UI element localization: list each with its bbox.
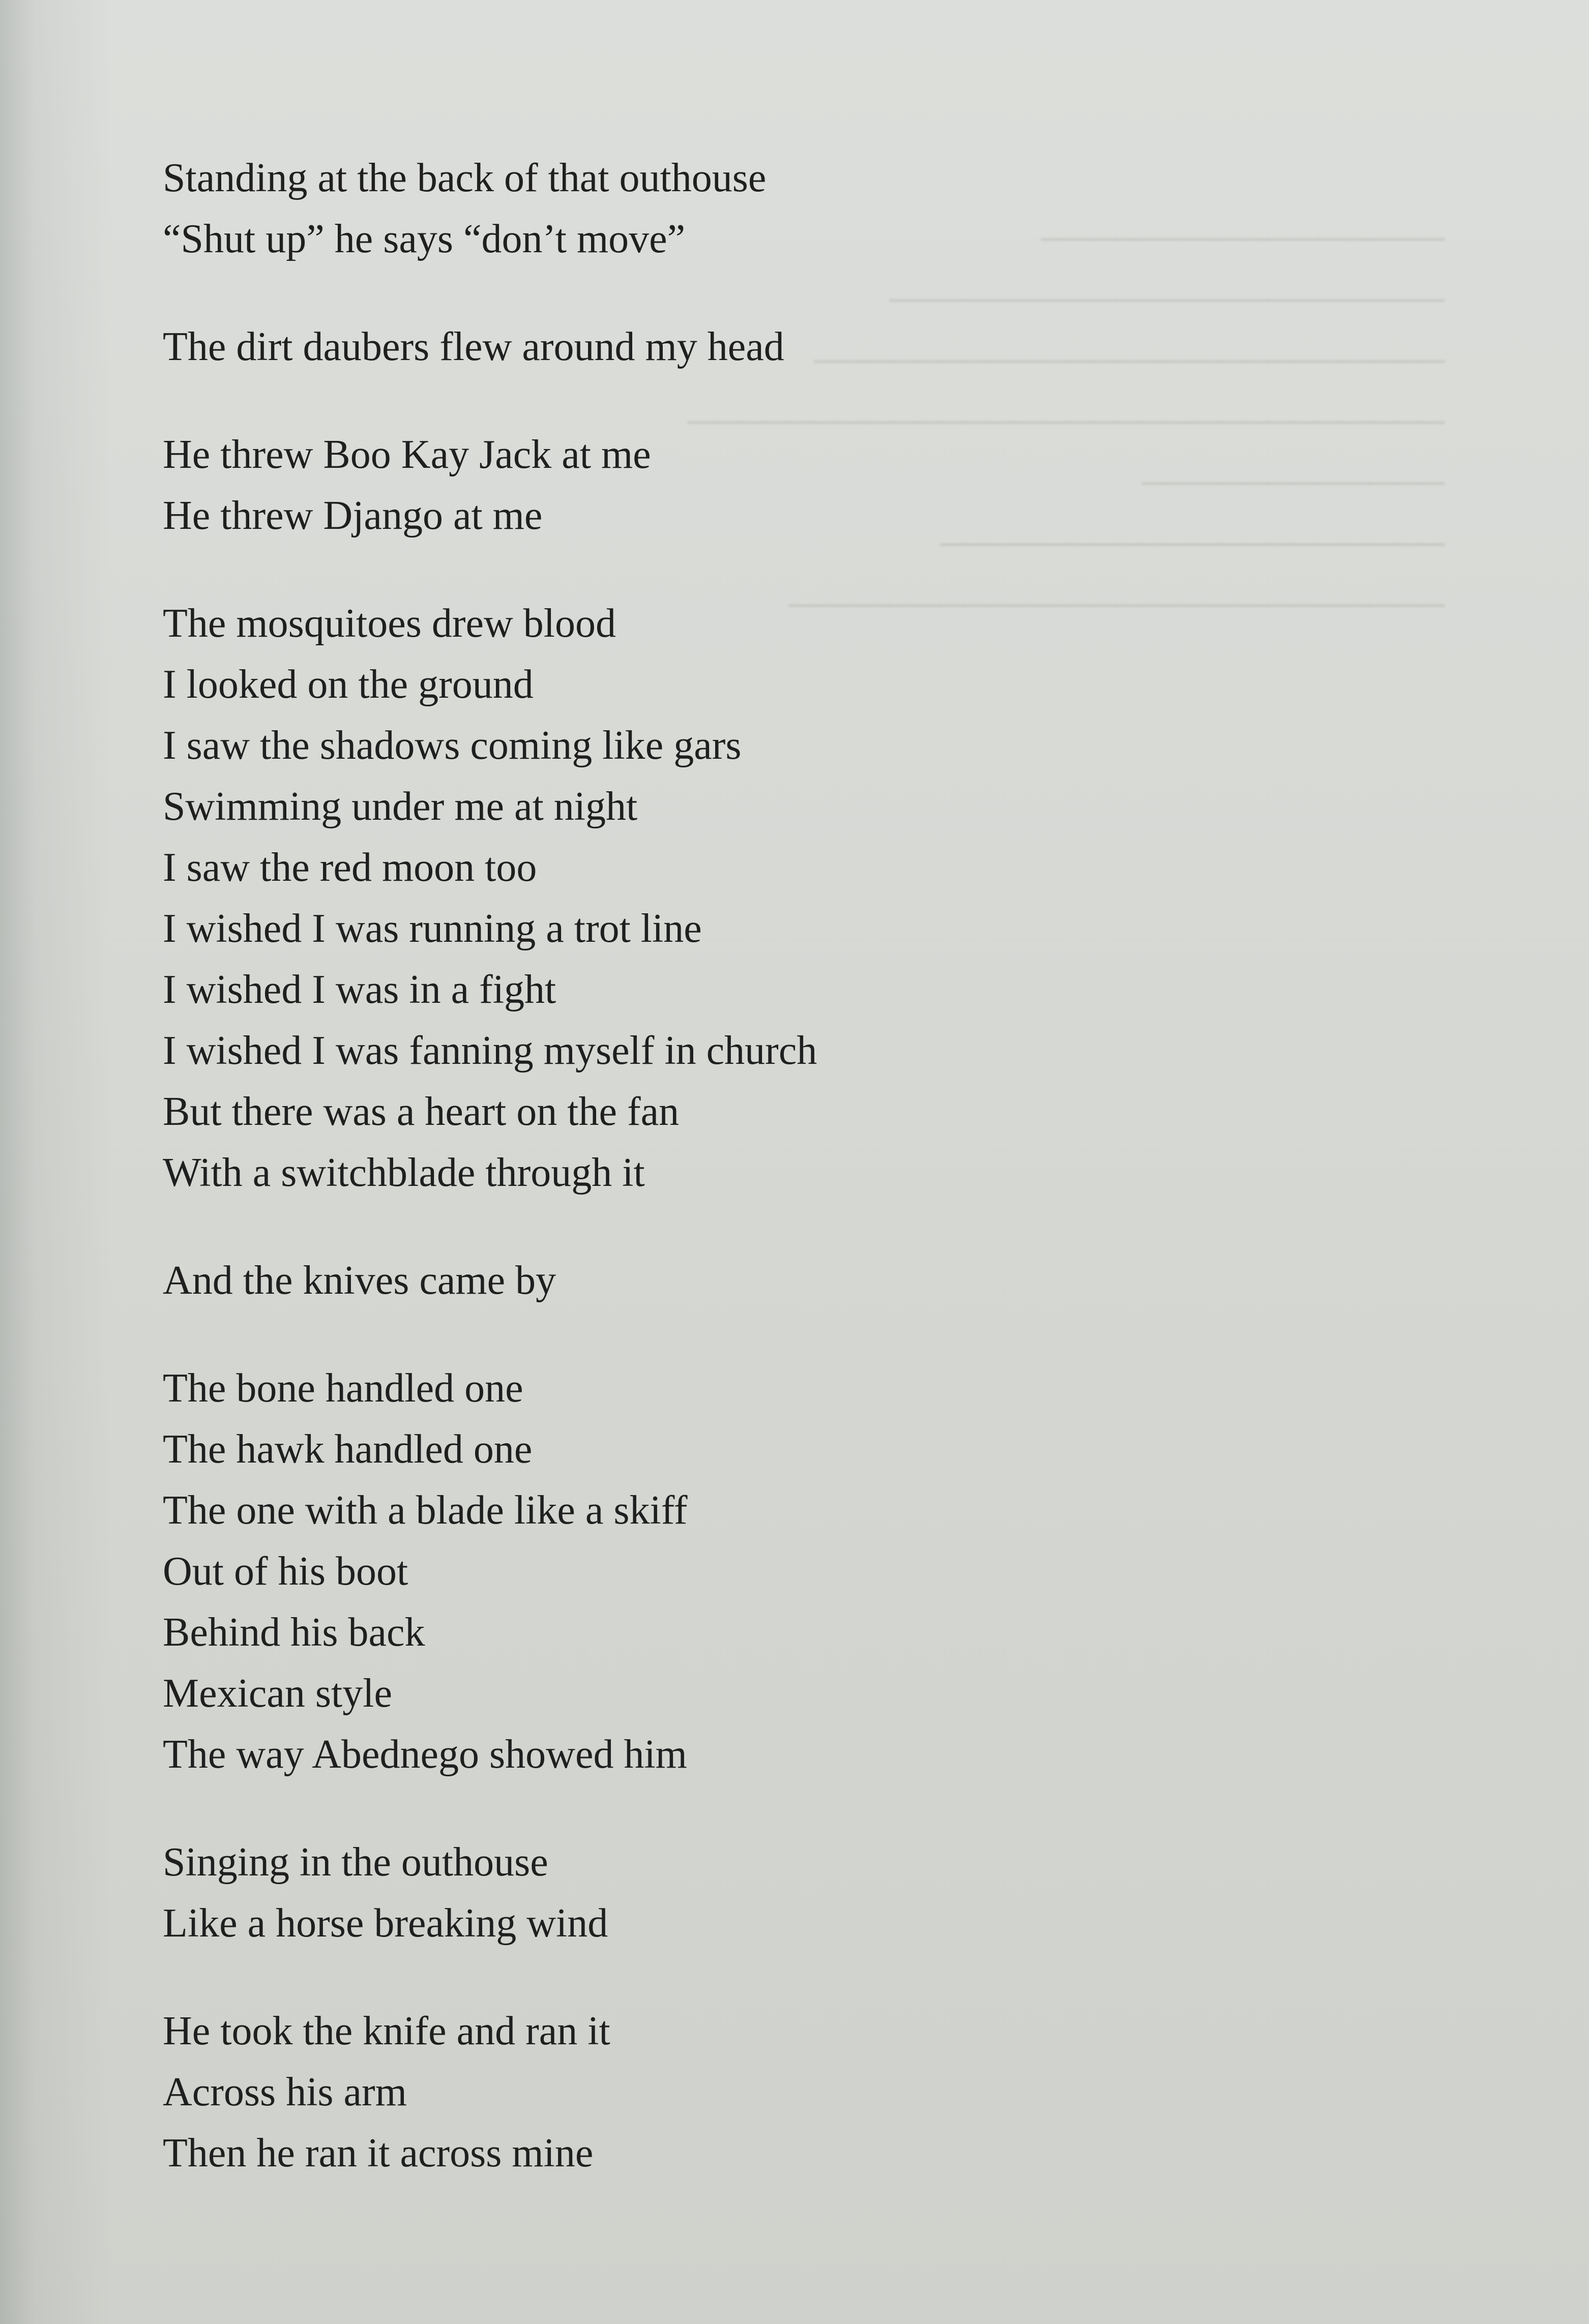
stanza — [163, 2001, 1129, 2184]
poem-line: Singing in the outhouse — [163, 1840, 548, 1885]
stanza — [163, 1832, 1129, 1954]
poem-line: I wished I was running a trot line — [163, 906, 702, 951]
poem-line: Standing at the back of that outhouse — [163, 156, 767, 200]
stanza — [163, 316, 1129, 377]
stanza — [163, 424, 1129, 546]
poem-line: Behind his back — [163, 1610, 425, 1655]
poem-line: The mosquitoes drew blood — [163, 601, 616, 646]
poem-line: But there was a heart on the fan — [163, 1089, 680, 1134]
poem-line: I looked on the ground — [163, 662, 534, 707]
poem-line: He threw Boo Kay Jack at me — [163, 432, 651, 477]
poem-line: Mexican style — [163, 1671, 392, 1716]
poem-line: The hawk handled one — [163, 1427, 533, 1472]
poem-line: “Shut up” he says “don’t move” — [163, 217, 686, 261]
stanza — [163, 147, 1129, 270]
poem-line: With a switchblade through it — [163, 1150, 645, 1195]
poem-line: He threw Django at me — [163, 493, 543, 538]
poem-line: The one with a blade like a skiff — [163, 1488, 688, 1533]
poem-line: The way Abednego showed him — [163, 1732, 687, 1777]
stanza — [163, 1250, 1129, 1311]
poem-line: I saw the red moon too — [163, 845, 537, 890]
poem-line: Out of his boot — [163, 1549, 408, 1594]
poem-line: He took the knife and ran it — [163, 2009, 610, 2053]
poem-line: I wished I was in a fight — [163, 967, 556, 1012]
stanza — [163, 593, 1129, 1203]
poem — [163, 147, 1129, 2184]
poem-line: Like a horse breaking wind — [163, 1901, 608, 1946]
poem-line: The dirt daubers flew around my head — [163, 324, 784, 369]
poem-line: Swimming under me at night — [163, 784, 638, 829]
poem-line: Then he ran it across mine — [163, 2131, 594, 2176]
show-through-text: ──────────────── ────────────────────── ───────────────────────── ────────────────────────────── ──────────── ──────────────────── ────────────────────────── — [688, 219, 1445, 624]
poem-line: I wished I was fanning myself in church — [163, 1028, 817, 1073]
poem-line: And the knives came by — [163, 1258, 556, 1303]
stanza — [163, 1358, 1129, 1785]
poem-line: Across his arm — [163, 2070, 407, 2114]
poem-line: I saw the shadows coming like gars — [163, 723, 742, 768]
poem-line: The bone handled one — [163, 1366, 523, 1411]
